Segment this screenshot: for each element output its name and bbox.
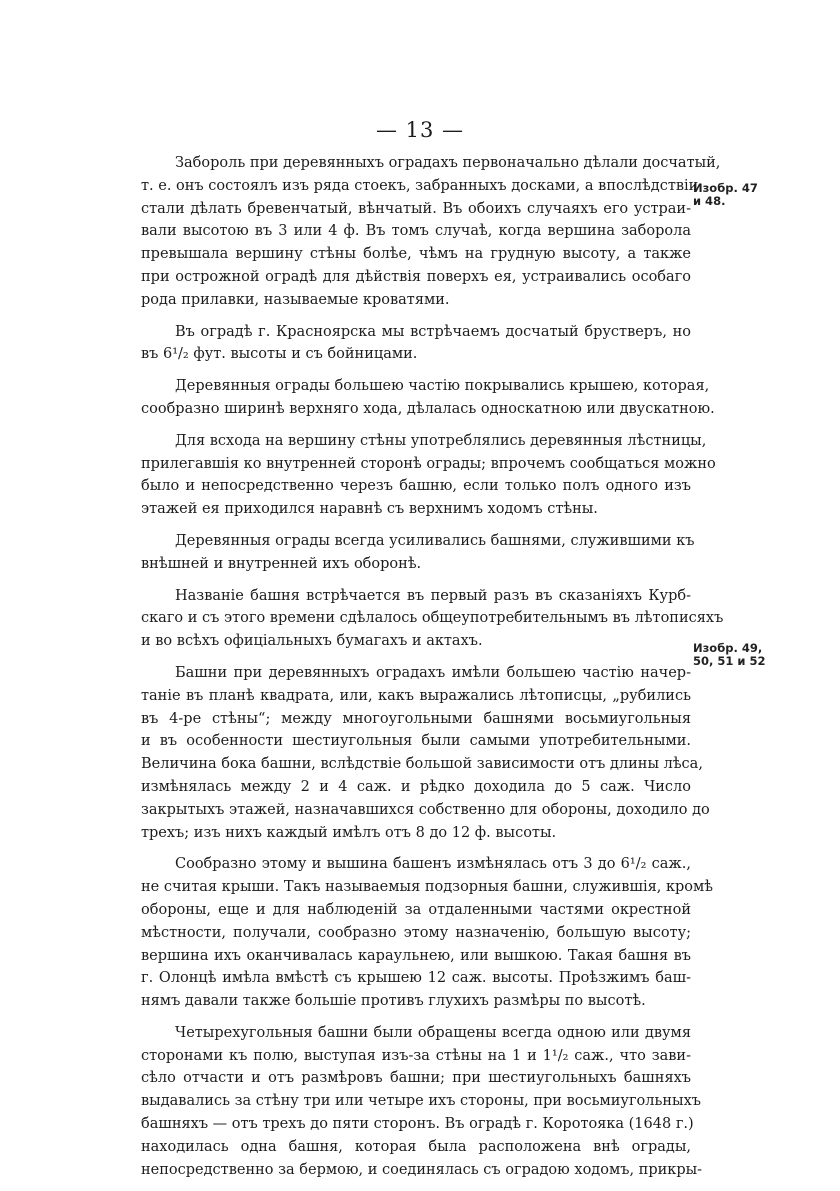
- text-line: не считая крыши. Такъ называемыя подзорныя башни, служившія, кромѣ: [141, 879, 714, 896]
- text-line: башняхъ — отъ трехъ до пяти сторонъ. Въ оградѣ г. Коротояка (1648 г.): [141, 1116, 694, 1133]
- text-line: нямъ давали также большіе противъ глухихъ размѣры по высотѣ.: [141, 993, 646, 1010]
- text-line: т. е. онъ состоялъ изъ ряда стоекъ, забранныхъ досками, а впослѣдствіи: [141, 177, 699, 194]
- text-line: рода прилавки, называемые кроватями.: [141, 291, 450, 308]
- text-line: г. Олонцѣ имѣла вмѣстѣ съ крышею 12 саж. высоты. Проѣзжимъ баш-: [141, 970, 691, 987]
- text-line: непосредственно за бермою, и соединялась съ оградою ходомъ, прикры-: [141, 1161, 703, 1178]
- text-line: Деревянныя ограды всегда усиливались башнями, служившими къ: [175, 532, 695, 549]
- text-line: сторонами къ полю, выступая изъ-за стѣны на 1 и 1¹/₂ саж., что зави-: [141, 1047, 691, 1064]
- margin-note-line: 50, 51 и 52: [693, 654, 766, 668]
- text-line: Башни при деревянныхъ оградахъ имѣли большею частію начер-: [175, 664, 691, 681]
- margin-note-line: Изобр. 47: [693, 181, 758, 195]
- margin-note-figure-ref: [693, 642, 765, 668]
- text-line: было и непосредственно черезъ башню, если только полъ одного изъ: [141, 478, 691, 495]
- page-number: — 13 —: [375, 118, 465, 142]
- paragraph: [141, 585, 724, 653]
- text-line: и во всѣхъ офиціальныхъ бумагахъ и актахъ.: [141, 633, 483, 650]
- text-line: трехъ; изъ нихъ каждый имѣлъ отъ 8 до 12 ф. высоты.: [141, 824, 557, 841]
- text-line: Сообразно этому и вышина башенъ измѣнялась отъ 3 до 6¹/₂ саж.,: [175, 856, 691, 873]
- paragraph: [141, 530, 695, 576]
- text-line: прилегавшія ко внутренней сторонѣ ограды; впрочемъ сообщаться можно: [141, 455, 716, 472]
- text-line: при острожной оградѣ для дѣйствія поверхъ ея, устраивались особаго: [141, 268, 691, 285]
- text-line: Забороль при деревянныхъ оградахъ первоначально дѣлали досчатый,: [175, 155, 721, 171]
- margin-note-line: и 48.: [693, 194, 726, 208]
- text-line: Деревянныя ограды большею частію покрывались крышею, которая,: [175, 378, 710, 395]
- paragraph: [141, 662, 710, 844]
- paragraph: [141, 853, 714, 1013]
- paragraph: [141, 321, 691, 367]
- paragraph: [141, 430, 716, 521]
- text-line: Въ оградѣ г. Красноярска мы встрѣчаемъ досчатый брустверъ, но: [175, 323, 691, 340]
- text-line: находилась одна башня, которая была расположена внѣ ограды,: [141, 1138, 691, 1155]
- text-line: Для всхода на вершину стѣны употреблялись деревянныя лѣстницы,: [175, 432, 707, 449]
- text-line: превышала вершину стѣны болѣе, чѣмъ на грудную высоту, а также: [141, 246, 691, 263]
- text-line: обороны, еще и для наблюденій за отдаленными частями окрестной: [141, 901, 691, 918]
- paragraph: [141, 1022, 703, 1182]
- margin-note-line: Изобр. 49,: [693, 641, 763, 655]
- text-line: таніе въ планѣ квадрата, или, какъ выражались лѣтописцы, „рубились: [141, 687, 691, 704]
- text-line: сообразно ширинѣ верхняго хода, дѣлалась односкатною или двускатною.: [141, 400, 715, 417]
- text-line: выдавались за стѣну три или четыре ихъ стороны, при восьмиугольныхъ: [141, 1093, 701, 1110]
- text-line: Четырехугольныя башни были обращены всегда одною или двумя: [175, 1024, 691, 1041]
- paragraph: [141, 375, 715, 421]
- text-line: въ 4-ре стѣны“; между многоугольными башнями восьмиугольныя: [141, 710, 691, 727]
- text-line: сѣло отчасти и отъ размѣровъ башни; при шестиугольныхъ башняхъ: [141, 1070, 691, 1087]
- text-line: скаго и съ этого времени сдѣлалось общеупотребительнымъ въ лѣтописяхъ: [141, 610, 724, 627]
- text-line: Названіе башня встрѣчается въ первый разъ въ сказаніяхъ Курб-: [175, 587, 691, 604]
- text-line: вершина ихъ оканчивалась караульнею, или вышкою. Такая башня въ: [141, 947, 691, 964]
- text-line: и въ особенности шестиугольныя были самыми употребительными.: [141, 733, 691, 750]
- margin-note-figure-ref: [693, 182, 758, 208]
- text-line: вали высотою въ 3 или 4 ф. Въ томъ случаѣ, когда вершина заборола: [141, 223, 691, 240]
- text-line: измѣнялась между 2 и 4 саж. и рѣдко доходила до 5 саж. Число: [141, 778, 691, 795]
- text-line: закрытыхъ этажей, назначавшихся собственно для обороны, доходило до: [141, 801, 710, 818]
- text-line: этажей ея приходился наравнѣ съ верхнимъ ходомъ стѣны.: [141, 501, 598, 518]
- text-line: внѣшней и внутренней ихъ оборонѣ.: [141, 555, 422, 572]
- text-line: стали дѣлать бревенчатый, вѣнчатый. Въ обоихъ случаяхъ его устраи-: [141, 200, 691, 217]
- text-line: Величина бока башни, вслѣдствіе большой зависимости отъ длины лѣса,: [141, 756, 703, 773]
- text-line: въ 6¹/₂ фут. высоты и съ бойницами.: [141, 346, 418, 363]
- text-line: мѣстности, получали, сообразно этому назначенію, большую высоту;: [141, 924, 691, 941]
